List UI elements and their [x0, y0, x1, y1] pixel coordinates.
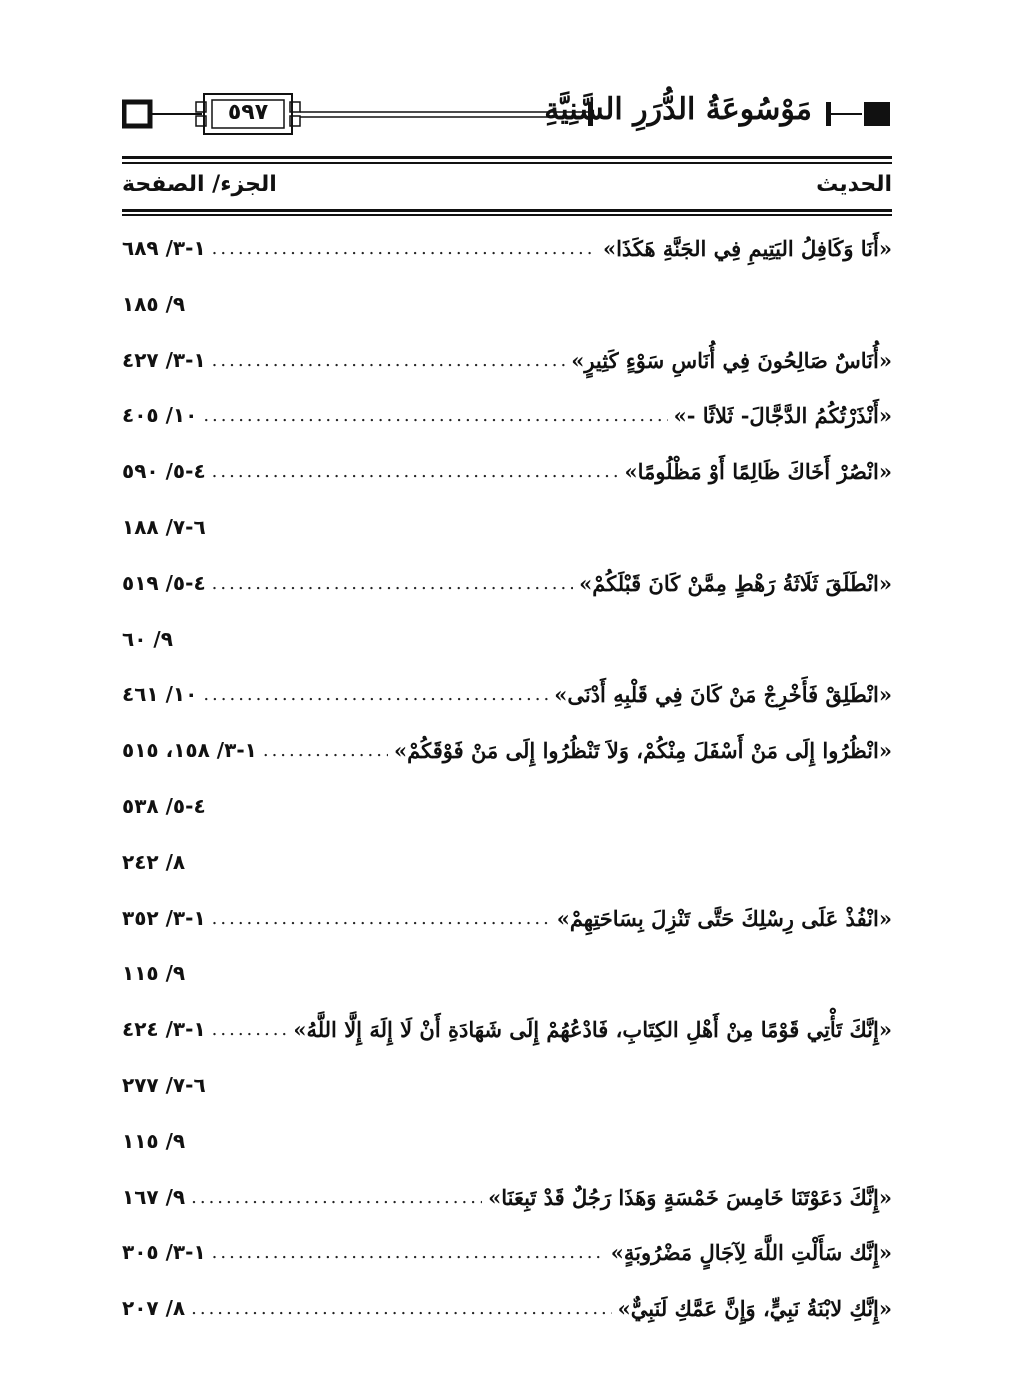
index-row — [122, 850, 892, 906]
volume-page-ref: ٩/ ٦٠ — [122, 626, 173, 651]
book-title: مَوْسُوعَةُ الدُّرَرِ السَّنِيَّةِ — [544, 92, 812, 127]
index-row — [122, 1185, 892, 1241]
volume-page-ref: ٤-٥/ ٥١٩ — [122, 570, 206, 595]
dot-leader — [191, 1296, 611, 1319]
volume-page-ref: ٩/ ١١٥ — [122, 1128, 186, 1153]
volume-page-ref: ١-٣/ ٤٢٤ — [122, 1017, 206, 1042]
volume-page-ref: ١-٣/ ١٥٨، ٥١٥ — [122, 738, 257, 763]
volume-page-ref: ٦-٧/ ٢٧٧ — [122, 1072, 206, 1097]
dot-leader — [212, 1240, 605, 1263]
hadith-text: «إِنَّك سَأَلْتِ اللَّهَ لِآجَالٍ مَضْرُوبَةٍ» — [610, 1240, 892, 1266]
columns-rule — [122, 209, 892, 212]
volume-page-ref: ٤-٥/ ٥٩٠ — [122, 459, 206, 484]
index-row — [122, 571, 892, 627]
hadith-text: «انْظُرُوا إِلَى مَنْ أَسْفَلَ مِنْكُمْ، وَلاَ تَنْظُرُوا إِلَى مَنْ فَوْقَكُمْ» — [394, 738, 892, 764]
dot-leader — [263, 738, 388, 761]
volume-page-ref: ١-٣/ ٣٥٢ — [122, 905, 206, 930]
index-row — [122, 459, 892, 515]
index-row — [122, 236, 892, 292]
page-number: ٥٩٧ — [227, 100, 269, 125]
index-row — [122, 292, 892, 348]
volume-page-ref: ١-٣/ ٦٨٩ — [122, 236, 206, 260]
hadith-text: «انْطَلِقْ فَأَخْرِجْ مَنْ كَانَ فِي قَلْبِهِ أَدْنَى» — [554, 682, 892, 708]
index-row — [122, 961, 892, 1017]
index-row — [122, 627, 892, 683]
dot-leader — [212, 571, 573, 594]
volume-page-ref: ٨/ ٢٠٧ — [122, 1296, 186, 1321]
index-row — [122, 738, 892, 794]
hadith-text: «إِنَّكَ دَعَوْتَنَا خَامِسَ خَمْسَةٍ وَهَذَا رَجُلٌ قَدْ تَبِعَنَا» — [488, 1184, 892, 1210]
index-row — [122, 1129, 892, 1185]
dot-leader — [203, 682, 548, 705]
volume-page-ref: ٨/ ٢٤٢ — [122, 849, 186, 874]
index-row — [122, 682, 892, 738]
dot-leader — [212, 906, 551, 929]
dot-leader — [212, 459, 619, 482]
index-row — [122, 403, 892, 459]
index-row — [122, 906, 892, 962]
volume-page-ref: ١-٣/ ٤٢٧ — [122, 347, 206, 372]
index-row — [122, 1240, 892, 1296]
dot-leader — [203, 403, 667, 426]
dot-leader — [191, 1185, 482, 1208]
header-rule-thin — [122, 162, 892, 164]
hadith-text: «انْفُذْ عَلَى رِسْلِكَ حَتَّى تَنْزِلَ بِسَاحَتِهِمْ» — [556, 905, 892, 931]
volume-page-ref: ١٠/ ٤٠٥ — [122, 403, 198, 428]
dot-leader — [212, 236, 597, 259]
hadith-text: «أُنَاسٌ صَالِحُونَ فِي أُنَاسِ سَوْءٍ كَثِيرٍ» — [571, 347, 892, 373]
volume-page-ref: ٩/ ١١٥ — [122, 961, 186, 986]
dot-leader — [212, 348, 566, 371]
hadith-text: «إِنَّكِ لابْنَةُ نَبِيٍّ، وَإِنَّ عَمَّكِ لَنَبِيٌّ» — [617, 1296, 892, 1322]
hadith-text: «إِنَّكَ تَأْتِي قَوْمًا مِنْ أَهْلِ الكِتَابِ، فَادْعُهُمْ إِلَى شَهَادَةِ أَنْ لَا إِلَهَ إِلَّا اللَّهُ» — [293, 1017, 892, 1043]
index-row — [122, 794, 892, 850]
index-row — [122, 1073, 892, 1129]
column-heading-volume-page: الجزء/ الصفحة — [122, 172, 277, 197]
dot-leader — [212, 1017, 288, 1040]
index-row — [122, 348, 892, 404]
index-row — [122, 1296, 892, 1352]
volume-page-ref: ١٠/ ٤٦١ — [122, 682, 198, 707]
header-rule-top — [122, 156, 892, 159]
volume-page-ref: ٩/ ١٦٧ — [122, 1184, 186, 1209]
columns-rule-thin — [122, 214, 892, 216]
volume-page-ref: ١-٣/ ٣٠٥ — [122, 1240, 206, 1265]
column-heading-hadith: الحديث — [816, 172, 892, 197]
hadith-text: «أَنْذَرْتُكُمُ الدَّجَّالَ- ثَلاثًا -» — [673, 403, 892, 429]
index-row — [122, 1017, 892, 1073]
index-row — [122, 515, 892, 571]
volume-page-ref: ٤-٥/ ٥٣٨ — [122, 793, 206, 818]
hadith-text: «انْطَلَقَ ثَلَاثَةُ رَهْطٍ مِمَّنْ كَانَ قَبْلَكُمْ» — [579, 570, 892, 596]
hadith-text: «أَنَا وَكَافِلُ اليَتِيمِ فِي الجَنَّةِ هَكَذَا» — [602, 236, 892, 261]
hadith-text: «انْصُرْ أَخَاكَ ظَالِمًا أَوْ مَظْلُومًا» — [624, 459, 892, 485]
volume-page-ref: ٦-٧/ ١٨٨ — [122, 514, 206, 539]
volume-page-ref: ٩/ ١٨٥ — [122, 291, 186, 316]
page-header — [122, 88, 892, 140]
index-list — [122, 236, 892, 1352]
